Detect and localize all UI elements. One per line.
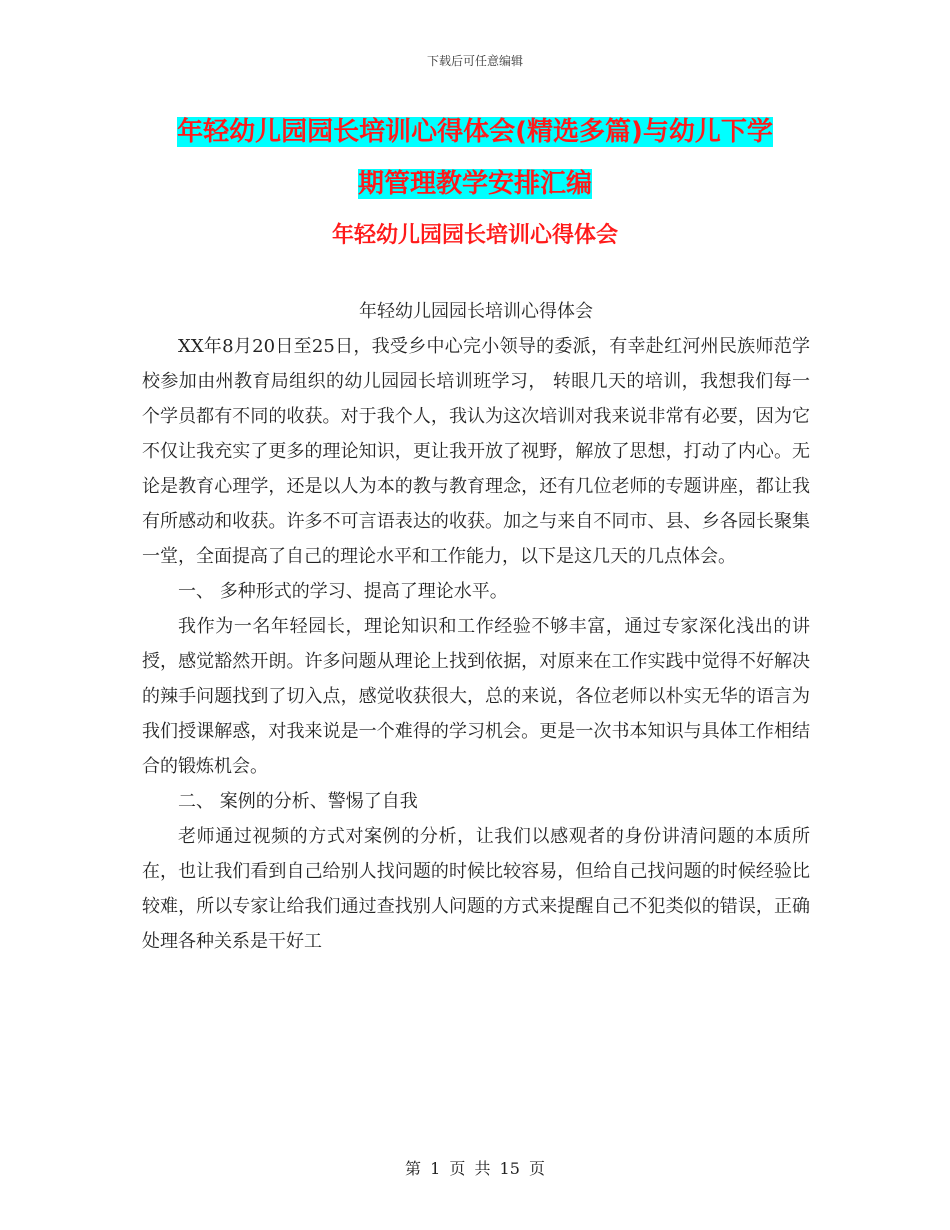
document-title-line-2: 期管理教学安排汇编 — [357, 169, 592, 199]
document-title — [140, 106, 810, 210]
heading-point-2: 二、 案例的分析、警惕了自我 — [178, 791, 418, 812]
document-title-line-1: 年轻幼儿园园长培训心得体会(精选多篇)与幼儿下学 — [177, 117, 773, 147]
section-subtitle: 年轻幼儿园园长培训心得体会 — [359, 301, 593, 322]
section-title: 年轻幼儿园园长培训心得体会 — [331, 223, 618, 248]
page-number-footer: 第 1 页 共 15 页 — [405, 1159, 545, 1178]
heading-point-1: 一、 多种形式的学习、提高了理论水平。 — [178, 581, 508, 602]
paragraph-intro: XX年8月20日至25日，我受乡中心完小领导的委派，有幸赴红河州民族师范学校参加由州教育局组织的幼儿园园长培训班学习， 转眼几天的培训，我想我们每一个学员都有不同的收获。对于我个人，我认为这次培训对我来说非常有必要，因为它不仅让我充实了更多的理论知识，更让我开放了视野，解放了思想，打动了内心。无论是教育心理学，还是以人为本的教与教育理念，还有几位老师的专题讲座，都让我有所感动和收获。许多不可言语表达的收获。加之与来自不同市、县、乡各园长聚集一堂，全面提高了自己的理论水平和工作能力，以下是这几天的几点体会。 — [142, 336, 810, 567]
page-header-note: 下载后可任意编辑 — [426, 54, 523, 68]
document-body — [142, 294, 810, 959]
paragraph-point-2: 老师通过视频的方式对案例的分析，让我们以感观者的身份讲清问题的本质所在，也让我们看到自己给别人找问题的时候比较容易，但给自己找问题的时候经验比较难，所以专家让给我们通过查找别人问题的方式来提醒自己不犯类似的错误，正确处理各种关系是干好工 — [142, 826, 810, 952]
paragraph-point-1: 我作为一名年轻园长，理论知识和工作经验不够丰富，通过专家深化浅出的讲授，感觉豁然开朗。许多问题从理论上找到依据，对原来在工作实践中觉得不好解决的辣手问题找到了切入点，感觉收获很大，总的来说，各位老师以朴实无华的语言为我们授课解惑，对我来说是一个难得的学习机会。更是一次书本知识与具体工作相结合的锻炼机会。 — [142, 616, 810, 777]
